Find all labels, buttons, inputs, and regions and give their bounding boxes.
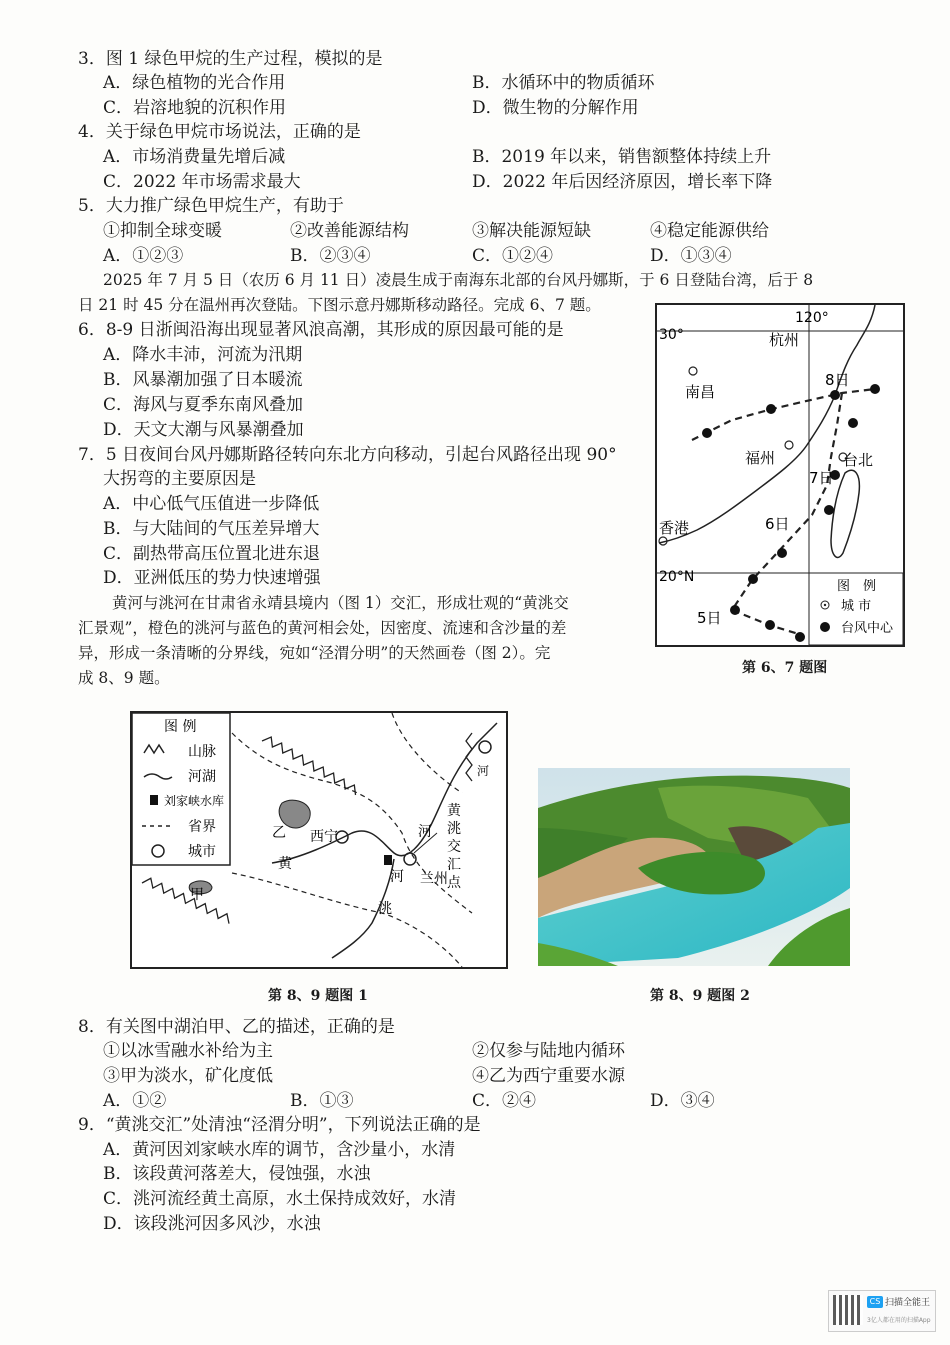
label-taibei: 台北	[843, 451, 874, 469]
typhoon-center-icon	[824, 505, 834, 515]
label-he2: 河	[418, 824, 432, 840]
river-map-svg	[132, 713, 506, 967]
q7-stem-line2: 大拐弯的主要原因是	[103, 469, 256, 489]
label-fuzhou: 福州	[745, 449, 776, 467]
city-icon-fuzhou	[785, 441, 793, 449]
q5-option-b: B．②③④	[290, 246, 371, 266]
lon-120-label: 120°	[795, 310, 829, 326]
intro-8-9-line4: 成 8、9 题。	[78, 669, 170, 687]
typhoon-center-icon	[870, 384, 880, 394]
label-day8: 8日	[825, 371, 850, 389]
q5-option-d: D．①③④	[650, 246, 732, 266]
label-nanchang: 南昌	[685, 383, 716, 401]
q5-statement-1: ①抑制全球变暖	[103, 221, 222, 241]
intro-8-9-line1: 黄河与洮河在甘肃省永靖县境内（图 1）交汇，形成壮观的“黄洮交	[112, 594, 569, 612]
watermark-label: 扫描全能王	[885, 1298, 931, 1308]
q5-option-c: C．①②④	[472, 246, 554, 266]
typhoon-center-icon	[777, 548, 787, 558]
label-xianggang: 香港	[659, 519, 690, 537]
typhoon-center-icon	[766, 404, 776, 414]
city-yinchuan	[479, 741, 491, 753]
label-tao: 洮	[378, 901, 392, 917]
q8-option-b: B．①③	[290, 1091, 354, 1111]
q4-option-a: A．市场消费量先增后减	[103, 147, 286, 167]
q4-option-d: D．2022 年后因经济原因，增长率下降	[472, 172, 773, 192]
label-lanzhou: 兰州	[420, 871, 448, 887]
q9-option-d: D．该段洮河因多风沙，水浊	[103, 1214, 321, 1234]
q8-option-a: A．①②	[103, 1091, 167, 1111]
label-hangzhou: 杭州	[769, 331, 800, 349]
q7-option-b: B．与大陆间的气压差异增大	[103, 519, 320, 539]
legend-river-label: 河湖	[188, 769, 216, 785]
q4-option-b: B．2019 年以来，销售额整体持续上升	[472, 147, 772, 167]
q6-stem: 6．8-9 日浙闽沿海出现显著风浪高潮，其形成的原因最可能的是	[78, 320, 564, 340]
lat-20-label: 20°N	[659, 569, 695, 585]
legend-title-89: 图 例	[164, 719, 197, 735]
typhoon-center-icon	[765, 620, 775, 630]
confluence-char-4: 汇	[447, 857, 461, 873]
label-he1: 河	[390, 869, 404, 885]
q7-option-a: A．中心低气压值进一步降低	[103, 494, 320, 514]
typhoon-path-north	[692, 389, 875, 440]
typhoon-center-icon	[748, 574, 758, 584]
yellow-tao-river-map	[130, 711, 508, 969]
q9-option-c: C．洮河流经黄土高原，水土保持成效好，水清	[103, 1189, 457, 1209]
typhoon-center-icon	[795, 632, 805, 642]
q8-statement-1: ①以冰雪融水补给为主	[103, 1041, 273, 1061]
city-lanzhou	[404, 853, 416, 865]
label-day7: 7日	[809, 469, 834, 487]
reservoir-liujiaxia	[384, 855, 392, 865]
q3-option-c: C．岩溶地貌的沉积作用	[103, 98, 287, 118]
typhoon-path-map	[655, 303, 905, 647]
legend-reservoir-label: 刘家峡水库	[164, 794, 225, 808]
q8-statement-4: ④乙为西宁重要水源	[472, 1066, 625, 1086]
q5-statement-3: ③解决能源短缺	[472, 221, 591, 241]
confluence-char-2: 洮	[447, 821, 461, 837]
q7-option-d: D．亚洲低压的势力快速增强	[103, 568, 321, 588]
q8-stem: 8．有关图中湖泊甲、乙的描述，正确的是	[78, 1017, 395, 1037]
q6-option-d: D．天文大潮与风暴潮叠加	[103, 420, 304, 440]
caption-q8-9-fig1: 第 8、9 题图 1	[268, 988, 368, 1004]
q5-stem: 5．大力推广绿色甲烷生产，有助于	[78, 196, 344, 216]
q7-stem-line1: 7．5 日夜间台风丹娜斯路径转向东北方向移动，引起台风路径出现 90°	[78, 445, 617, 465]
typhoon-center-icon	[848, 418, 858, 428]
confluence-photo	[538, 768, 850, 966]
legend-title: 图 例	[837, 579, 877, 594]
lake-yi	[279, 800, 310, 828]
q8-statement-2: ②仅参与陆地内循环	[472, 1041, 625, 1061]
reservoir-icon	[150, 795, 158, 805]
q4-option-c: C．2022 年市场需求最大	[103, 172, 301, 192]
q8-option-c: C．②④	[472, 1091, 537, 1111]
typhoon-center-icon	[702, 428, 712, 438]
q7-option-c: C．副热带高压位置北进东退	[103, 544, 321, 564]
province-border-3	[232, 873, 462, 967]
intro-8-9-line2: 汇景观”，橙色的洮河与蓝色的黄河相会处，因密度、流速和含沙量的差	[78, 619, 567, 637]
label-jia: 甲	[190, 887, 204, 903]
qr-code-icon	[833, 1295, 863, 1325]
legend-city-label: 城 市	[841, 599, 872, 614]
legend-box-89	[132, 713, 230, 865]
confluence-char-3: 交	[447, 839, 461, 855]
q5-statement-4: ④稳定能源供给	[650, 221, 769, 241]
label-yi: 乙	[272, 825, 286, 841]
q5-option-a: A．①②③	[103, 246, 184, 266]
q3-option-d: D．微生物的分解作用	[472, 98, 639, 118]
q8-option-d: D．③④	[650, 1091, 715, 1111]
lat-30-label: 30°	[659, 327, 684, 343]
q8-statement-3: ③甲为淡水，矿化度低	[103, 1066, 273, 1086]
legend-typhoon-label: 台风中心	[841, 621, 894, 636]
intro-6-7-line2: 日 21 时 45 分在温州再次登陆。下图示意丹娜斯移动路径。完成 6、7 题。	[78, 296, 601, 314]
q6-option-c: C．海风与夏季东南风叠加	[103, 395, 304, 415]
label-day6: 6日	[765, 515, 790, 533]
watermark-sub: 3亿人都在用的扫描App	[867, 1317, 931, 1324]
typhoon-map-svg	[657, 305, 903, 645]
q3-stem: 3．图 1 绿色甲烷的生产过程，模拟的是	[78, 49, 383, 69]
scanner-watermark	[828, 1290, 936, 1332]
confluence-photo-svg	[538, 768, 850, 966]
confluence-char-5: 点	[447, 875, 461, 891]
intro-8-9-line3: 异，形成一条清晰的分界线，宛如“泾渭分明”的天然画卷（图 2）。完	[78, 644, 551, 662]
label-xining: 西宁	[310, 829, 338, 845]
legend-city-label-89: 城市	[188, 844, 216, 860]
mainland-coastline	[659, 305, 875, 543]
mountain-range-south	[142, 876, 232, 924]
q3-option-b: B．水循环中的物质循环	[472, 73, 655, 93]
q5-statement-2: ②改善能源结构	[290, 221, 409, 241]
q6-option-a: A．降水丰沛，河流为汛期	[103, 345, 303, 365]
label-huang: 黄	[278, 856, 292, 872]
legend-city-dot	[824, 604, 826, 606]
yellow-river	[272, 723, 497, 863]
q6-option-b: B．风暴潮加强了日本暖流	[103, 370, 303, 390]
caption-q6-7: 第 6、7 题图	[742, 660, 828, 676]
taiwan-island	[831, 470, 859, 557]
legend-mountain-label: 山脉	[188, 744, 216, 760]
q4-stem: 4．关于绿色甲烷市场说法，正确的是	[78, 122, 361, 142]
label-day5: 5日	[697, 609, 722, 627]
q9-option-a: A．黄河因刘家峡水库的调节，含沙量小，水清	[103, 1140, 456, 1160]
label-river-he: 河	[477, 764, 490, 778]
q9-option-b: B．该段黄河落差大，侵蚀强，水浊	[103, 1164, 371, 1184]
cs-badge: CS	[867, 1296, 883, 1308]
q9-stem: 9．“黄洮交汇”处清浊“泾渭分明”，下列说法正确的是	[78, 1115, 481, 1135]
city-icon-nanchang	[689, 367, 697, 375]
typhoon-center-icon	[730, 605, 740, 615]
confluence-char-1: 黄	[447, 803, 461, 819]
legend-typhoon-icon	[820, 622, 830, 632]
q3-option-a: A．绿色植物的光合作用	[103, 73, 286, 93]
caption-q8-9-fig2: 第 8、9 题图 2	[650, 988, 750, 1004]
legend-border-label: 省界	[188, 819, 216, 835]
intro-6-7-line1: 2025 年 7 月 5 日（农历 6 月 11 日）凌晨生成于南海东北部的台风丹娜斯，于 6 日登陆台湾，后于 8	[103, 271, 814, 289]
typhoon-center-icon	[830, 390, 840, 400]
